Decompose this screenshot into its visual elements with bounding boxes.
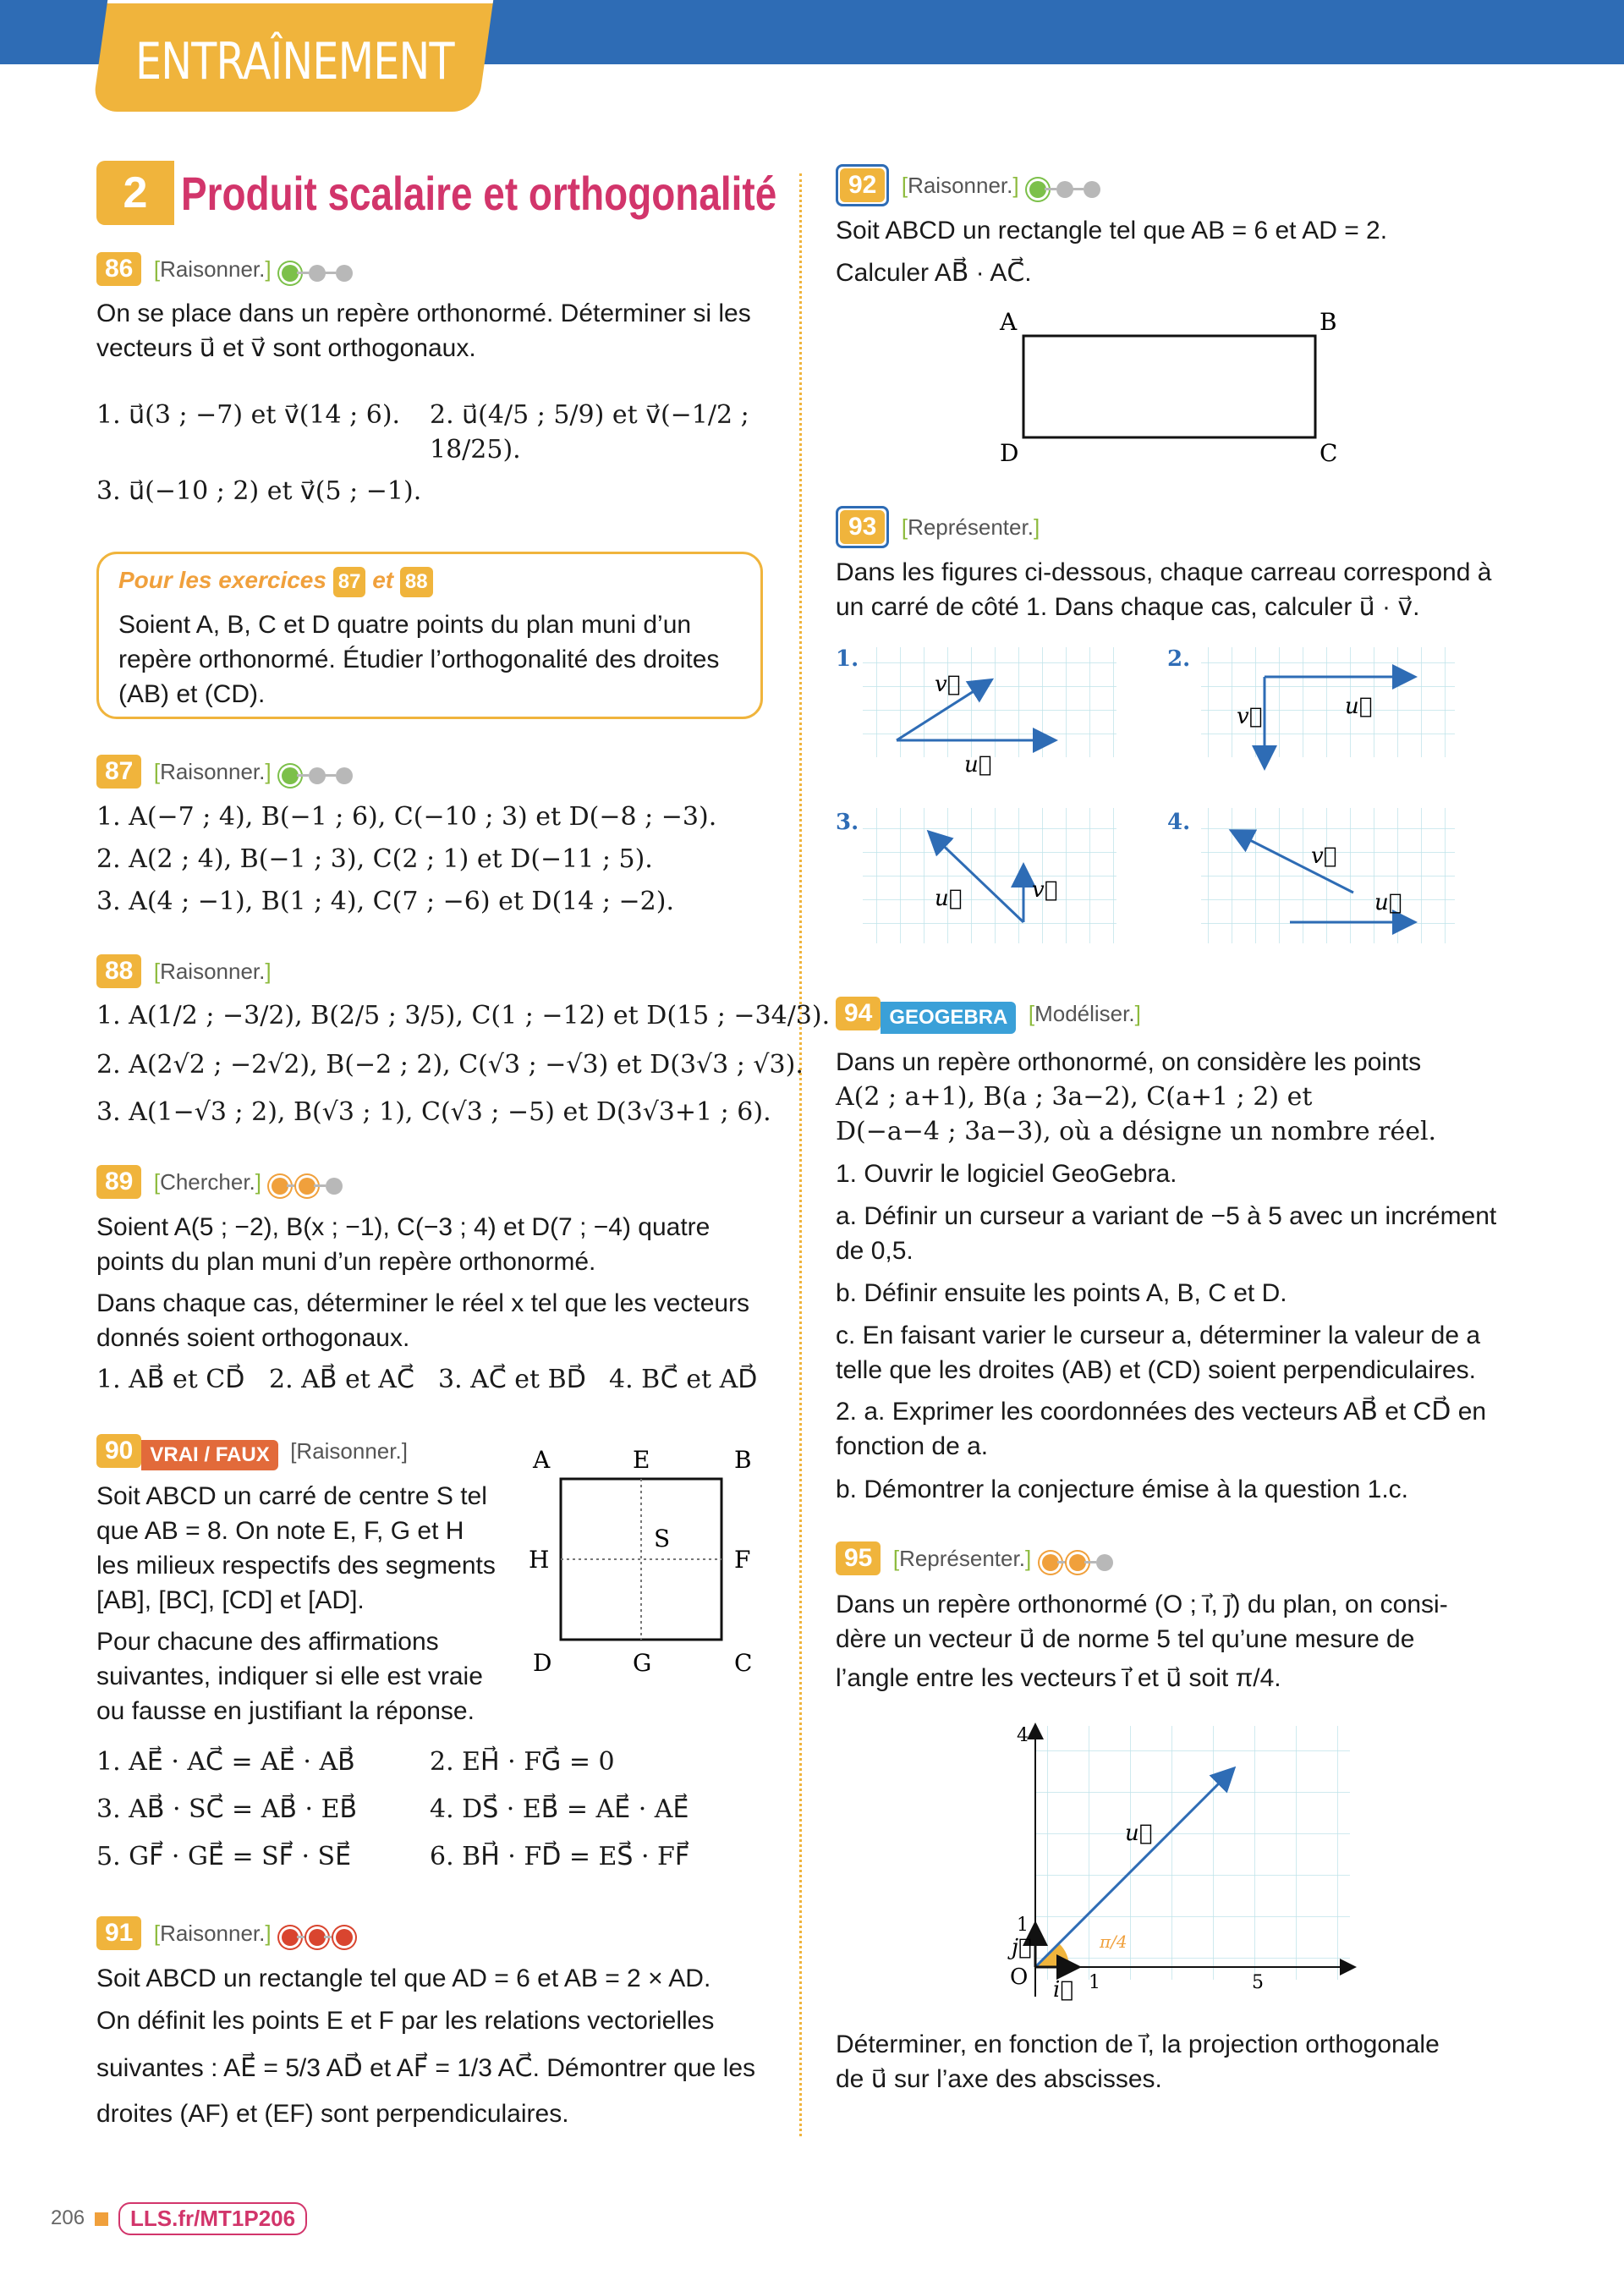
box-text: Soient A, B, C et D quatre points du plan muni d’un repère orthonormé. Étudier l’orthogonalité des droites (AB) et (CD). [118, 611, 720, 708]
exercise-95-final2: de u⃗ sur l’axe des abscisses. [836, 2065, 1162, 2093]
exercise-94-q2b: b. Démontrer la conjecture émise à la question 1.c. [836, 1475, 1409, 1503]
label-D: D [1000, 439, 1019, 467]
exercise-number: 95 [836, 1541, 881, 1575]
exercise-88-q2: 2. A(2√2 ; −2√2), B(−2 ; 2), C(√3 ; −√3) et D(3√3 ; √3). [96, 1050, 804, 1080]
grid-label-1: 1. [836, 646, 859, 672]
skill-label: Raisonner. [908, 173, 1013, 198]
difficulty-indicator [282, 265, 351, 282]
footer-link[interactable]: LLS.fr/MT1P206 [118, 2202, 307, 2235]
label-B: B [1320, 308, 1337, 336]
exercise-92-header: 92 [Raisonner.] [836, 164, 1099, 206]
difficulty-indicator [282, 1929, 351, 1946]
exercise-87-q2: 2. A(2 ; 4), B(−1 ; 3), C(2 ; 1) et D(−11 ; 5). [96, 844, 653, 874]
exercise-91-line3: suivantes : AE⃗ = 5/3 AD⃗ et AF⃗ = 1/3 AC⃗. Démontrer que les [96, 2054, 756, 2082]
exercise-87-header: 87 [Raisonner.] [96, 755, 351, 789]
chapter-tab-label: ENTRAÎNEMENT [135, 32, 454, 91]
difficulty-indicator [272, 1178, 341, 1195]
label-G: G [633, 1649, 652, 1677]
square-figure [520, 1438, 774, 1684]
exercise-94-qa: a. Définir un curseur a variant de −5 à 5 avec un incrément de 0,5. [836, 1202, 1497, 1265]
exercise-88-header: 88 [Raisonner.] [96, 954, 272, 988]
exercise-95-line2: dère un vecteur u⃗ de norme 5 tel qu’une mesure de [836, 1625, 1415, 1653]
exercise-number: 86 [96, 252, 141, 286]
label-B: B [734, 1446, 752, 1474]
exercise-90-q3: 3. AB⃗ · SC⃗ = AB⃗ · EB⃗ [96, 1794, 358, 1824]
label-i: i⃗ [1053, 1977, 1073, 2003]
label-u-4: u⃗ [1374, 890, 1402, 915]
skill-label: Modéliser. [1034, 1001, 1135, 1026]
exercise-91-line1: Soit ABCD un rectangle tel que AD = 6 et AB = 2 × AD. [96, 1965, 711, 1992]
label-S: S [654, 1525, 671, 1552]
exercise-90-header [96, 1434, 408, 1470]
grid-label-3: 3. [836, 810, 859, 835]
label-v-2: v⃗ [1237, 704, 1263, 729]
exercise-86-q2: 2. u⃗(4/5 ; 5/9) et v⃗(−1/2 ; 18/25). [430, 400, 749, 464]
exercise-86-text: On se place dans un repère orthonormé. Déterminer si les vecteurs u⃗ et v⃗ sont orthogonaux. [96, 299, 751, 362]
skill-label: Chercher. [160, 1169, 255, 1195]
exercise-89-q4: 4. BC⃗ et AD⃗ [609, 1365, 758, 1394]
exercise-95-line1: Dans un repère orthonormé (O ; i⃗, j⃗) du plan, on consi- [836, 1591, 1448, 1618]
column-separator [799, 173, 802, 2136]
skill-label: Raisonner. [160, 1921, 266, 1946]
exercise-95-line3: l’angle entre les vecteurs i⃗ et u⃗ soit π/4. [836, 1664, 1281, 1692]
section-title: Produit scalaire et orthogonalité [181, 167, 777, 220]
label-u-3: u⃗ [935, 886, 963, 911]
exercise-90-q1: 1. AE⃗ · AC⃗ = AE⃗ · AB⃗ [96, 1747, 355, 1777]
label-D: D [533, 1649, 552, 1677]
exercise-91-header: 91 [Raisonner.] [96, 1916, 351, 1950]
grid-3 [863, 808, 1116, 943]
exercise-89-text1: Soient A(5 ; −2), B(x ; −1), C(−3 ; 4) et D(7 ; −4) quatre points du plan muni d’un repère orthonormé. [96, 1213, 710, 1276]
label-j: j⃗ [1012, 1935, 1032, 1960]
skill-label: [Raisonner.] [290, 1438, 408, 1464]
exercise-89-text2: Dans chaque cas, déterminer le réel x tel que les vecteurs donnés soient orthogonaux. [96, 1289, 750, 1352]
difficulty-indicator [1042, 1554, 1111, 1571]
label-A: A [533, 1446, 551, 1474]
exercise-88-q1: 1. A(1/2 ; −3/2), B(2/5 ; 3/5), C(1 ; −12) et D(15 ; −34/3). [96, 1001, 831, 1030]
label-C: C [734, 1649, 753, 1677]
skill-label: Raisonner. [160, 959, 266, 984]
exercise-92-line1: Soit ABCD un rectangle tel que AB = 6 et AD = 2. [836, 217, 1388, 245]
label-v-1: v⃗ [935, 672, 961, 697]
box-title: Pour les exercices 87 et 88 [118, 567, 433, 597]
label-F: F [734, 1546, 751, 1574]
exercise-90-q5: 5. GF⃗ · GE⃗ = SF⃗ · SE⃗ [96, 1842, 352, 1871]
footer [51, 2202, 307, 2235]
rectangle-figure [981, 300, 1370, 470]
exercise-94-qb: b. Définir ensuite les points A, B, C et D. [836, 1279, 1287, 1307]
exercise-90-text1: Soit ABCD un carré de centre S tel que AB = 8. On note E, F, G et H les milieux respectifs des segments [AB], [BC], [CD] et [AD]. [96, 1482, 496, 1614]
tick-x1: 1 [1089, 1972, 1100, 1993]
exercise-89-q1: 1. AB⃗ et CD⃗ [96, 1365, 245, 1394]
exercise-86-q3: 3. u⃗(−10 ; 2) et v⃗(5 ; −1). [96, 476, 422, 506]
exercise-number: 92 [840, 168, 885, 202]
exercise-94-line2: A(2 ; a+1), B(a ; 3a−2), C(a+1 ; 2) et [836, 1082, 1313, 1112]
exercise-94-line3: D(−a−4 ; 3a−3), où a désigne un nombre réel. [836, 1117, 1437, 1146]
exercise-91-line2: On définit les points E et F par les relations vectorielles [96, 2007, 715, 2035]
label-C: C [1320, 439, 1338, 467]
exercise-number: 89 [96, 1165, 141, 1199]
grid-label-4: 4. [1167, 810, 1191, 835]
skill-label: Représenter. [908, 514, 1034, 540]
exercise-90-text2: Pour chacune des affirmations suivantes, indiquer si elle est vraie ou fausse en justifiant la réponse. [96, 1628, 483, 1725]
exercise-90-q4: 4. DS⃗ · EB⃗ = AE⃗ · AE⃗ [430, 1794, 689, 1824]
exercise-89-header: 89 [Chercher.] [96, 1165, 341, 1199]
exercise-88-q3: 3. A(1−√3 ; 2), B(√3 ; 1), C(√3 ; −5) et D(3√3+1 ; 6). [96, 1097, 771, 1127]
footer-square-icon [95, 2212, 108, 2226]
origin-label: O [1010, 1965, 1029, 1990]
exercise-86-q1: 1. u⃗(3 ; −7) et v⃗(14 ; 6). [96, 400, 401, 430]
exercise-90-q2: 2. EH⃗ · FG⃗ = 0 [430, 1747, 615, 1777]
exercise-91-line4: droites (AF) et (EF) sont perpendiculaires. [96, 2100, 569, 2128]
exercise-94-header: 94 GEOGEBRA [Modéliser.] [836, 997, 1141, 1034]
exercise-90-q6: 6. BH⃗ · FD⃗ = ES⃗ · FF⃗ [430, 1842, 690, 1871]
exercise-93-text: Dans les figures ci-dessous, chaque carreau correspond à un carré de côté 1. Dans chaque cas, calculer u⃗ · v⃗. [836, 558, 1492, 621]
difficulty-indicator [1029, 181, 1099, 198]
exercise-93-header: 93 [Représenter.] [836, 506, 1040, 548]
geogebra-tag: GEOGEBRA [881, 1002, 1016, 1034]
tick-y4: 4 [1017, 1725, 1029, 1746]
exercise-94-q1: 1. Ouvrir le logiciel GeoGebra. [836, 1160, 1177, 1188]
exercise-number: 87 [96, 755, 141, 789]
grid-2 [1201, 647, 1455, 757]
exercise-87-q1: 1. A(−7 ; 4), B(−1 ; 6), C(−10 ; 3) et D(−8 ; −3). [96, 802, 717, 832]
exercise-95-final1: Déterminer, en fonction de i⃗, la projection orthogonale [836, 2030, 1440, 2058]
label-v-4: v⃗ [1311, 844, 1337, 869]
exercise-number: 91 [96, 1916, 141, 1950]
label-angle: π/4 [1100, 1932, 1127, 1952]
exercise-number: 88 [96, 954, 141, 988]
exercise-94-qc: c. En faisant varier le curseur a, déterminer la valeur de a telle que les droites (AB) et (CD) soient perpendiculaires. [836, 1322, 1481, 1384]
section-number: 2 [96, 161, 174, 225]
difficulty-indicator [282, 767, 351, 784]
graph-grid [1035, 1726, 1350, 1980]
exercise-86-header: 86 [Raisonner.] [96, 252, 351, 286]
exercise-87-q3: 3. A(4 ; −1), B(1 ; 4), C(7 ; −6) et D(14 ; −2). [96, 887, 674, 916]
exercise-94-q2a: 2. a. Exprimer les coordonnées des vecteurs AB⃗ et CD⃗ en fonction de a. [836, 1398, 1487, 1460]
skill-label: Raisonner. [160, 759, 266, 784]
label-A: A [1000, 308, 1018, 336]
exercise-92-line2: Calculer AB⃗ · AC⃗. [836, 259, 1032, 287]
tick-y1: 1 [1017, 1915, 1029, 1936]
label-u: u⃗ [1125, 1821, 1153, 1846]
label-u-2: u⃗ [1345, 694, 1373, 719]
exercise-number: 93 [840, 510, 885, 544]
label-v-3: v⃗ [1032, 877, 1058, 903]
label-E: E [633, 1446, 650, 1474]
grid-label-2: 2. [1167, 646, 1191, 672]
exercise-95-header: 95 [Représenter.] [836, 1541, 1111, 1575]
label-H: H [529, 1546, 550, 1574]
exercise-94-line1: Dans un repère orthonormé, on considère les points [836, 1048, 1422, 1076]
vector-graph [964, 1709, 1370, 2014]
vector-grids [829, 639, 1539, 960]
tick-x5: 5 [1252, 1972, 1264, 1993]
exercise-89-q2: 2. AB⃗ et AC⃗ [269, 1365, 414, 1394]
exercise-number: 90 [96, 1434, 141, 1468]
label-u-1: u⃗ [964, 752, 992, 778]
skill-label: Représenter. [899, 1546, 1025, 1571]
skill-label: Raisonner. [160, 256, 266, 282]
exercise-number: 94 [836, 997, 881, 1030]
exercise-89-q3: 3. AC⃗ et BD⃗ [438, 1365, 586, 1394]
page-number: 206 [51, 2206, 85, 2229]
true-false-tag: VRAI / FAUX [141, 1440, 277, 1470]
